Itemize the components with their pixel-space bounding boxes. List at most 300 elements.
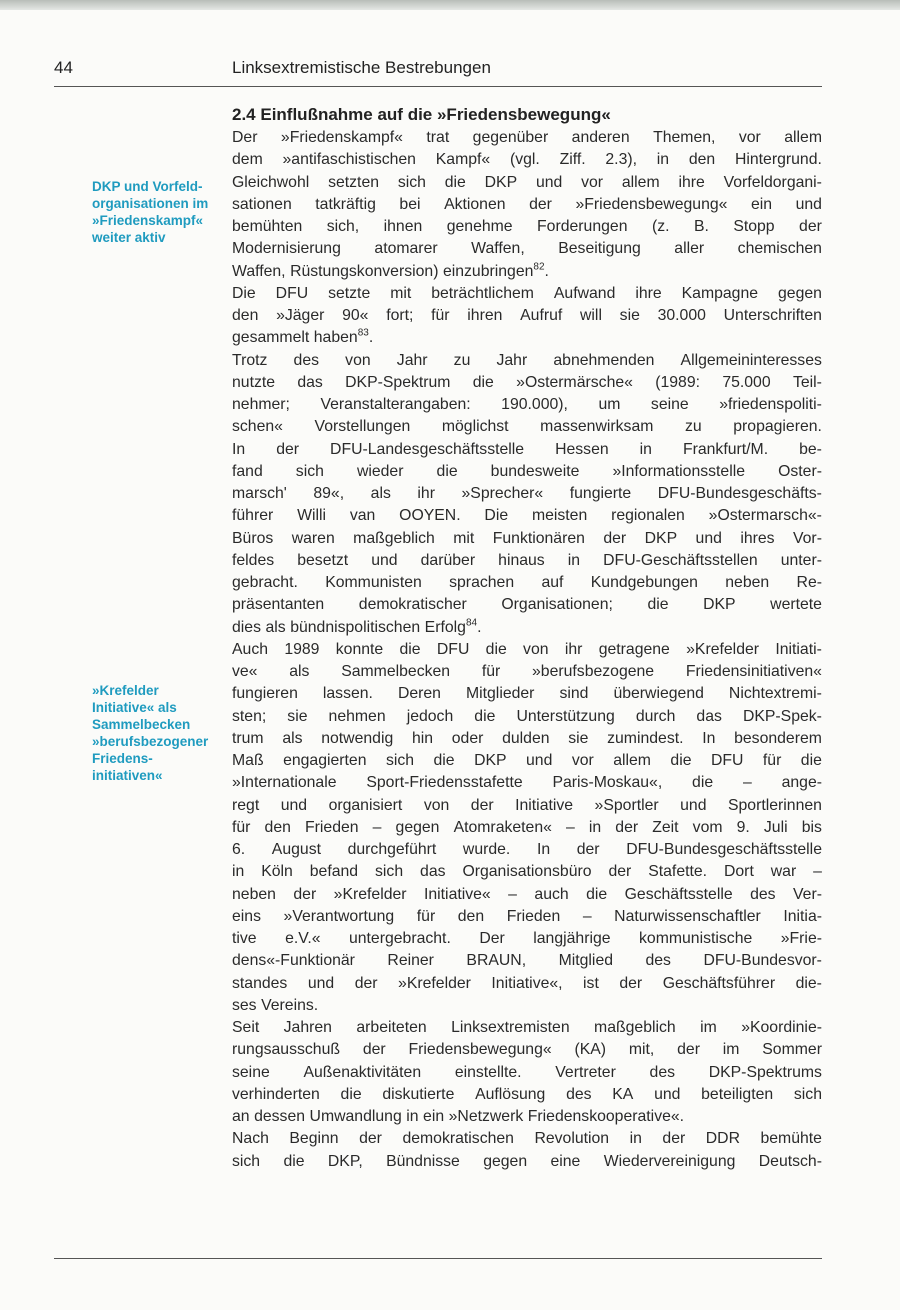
word: führer [232,507,274,525]
word: vor [571,752,594,769]
word: der [470,796,494,814]
word: Rüstungskonversion) [290,262,439,280]
word: Deren [397,685,441,703]
word: Dort [723,863,754,881]
word: in [639,440,652,458]
word: wertete [770,596,822,614]
word: von [523,640,549,658]
word: DFU-Landesgeschäftsstelle [330,440,525,458]
word: untergebracht. [348,930,451,947]
word: die [283,1152,305,1170]
word: sten; [232,707,267,725]
word: demokratischen [402,1130,514,1148]
word: einstellte. [454,1063,522,1081]
word: bei [399,195,421,213]
word: gebracht. [232,574,298,591]
word: die [586,885,608,903]
word: Aufwand [553,284,616,302]
word: konnte [335,640,384,658]
word: DKP-Spektrum [345,373,451,391]
word: seine [232,1063,270,1081]
word: ihre [635,284,662,302]
word: in [232,863,245,881]
word: und [654,1085,681,1103]
word: arbeiteten [356,1019,427,1036]
header-rule [54,86,822,87]
word: Auflösung [475,1085,546,1103]
word: der [293,885,317,903]
word: seine [650,396,689,413]
word: setzte [328,284,371,302]
text-line [232,795,822,817]
word: Stafette. [648,863,708,881]
word: Trotz [232,351,268,369]
word: »Sprecher« [461,485,544,502]
word: standes [232,974,288,992]
word: Kampagne [681,284,759,302]
word: ses [232,996,257,1014]
word: besetzt [297,551,349,569]
word: sich [375,863,404,881]
word: als [265,618,286,636]
footnote-ref: 82 [533,261,545,273]
text-line [232,594,822,616]
word: der [576,841,600,858]
word: nehmen [328,707,386,725]
word: Organisationen; [501,596,613,614]
text-line [232,1039,822,1061]
text-line [232,1017,822,1039]
word: DFU [275,284,309,302]
word: den [457,907,485,925]
word: B. [693,218,709,235]
word: der [619,974,643,992]
text-line [232,950,822,972]
word: der [615,818,639,836]
text-line [232,483,822,505]
word: dens«-Funktionär [232,952,355,970]
word: besonderem [734,729,822,747]
word: KA [612,1085,634,1103]
punctuation: . [477,618,482,636]
word: (KA) [574,1041,607,1059]
word: mit [390,284,412,302]
word: oder [451,729,484,747]
word: den [232,307,259,324]
word: abnehmenden [553,351,655,369]
word: 75.000 [722,373,771,391]
word: 6. [232,841,246,858]
word: Frieden [304,818,359,836]
word: – [813,863,822,881]
word: ist [583,974,599,992]
word: vom [692,818,723,836]
word: ihr [417,485,435,502]
margin-note-line: initiativen« [92,768,163,783]
word: Vereins. [261,996,319,1014]
word: Jahren [283,1019,332,1036]
word: des [293,351,320,369]
word: sie [619,307,640,324]
word: Frankfurt/M. [682,440,769,458]
word: propagieren. [733,418,822,436]
word: wurde. [462,841,511,858]
word: – [742,774,752,792]
word: gegenüber [472,129,549,146]
word: Juli [763,818,788,836]
text-line [232,372,822,394]
text-line [232,973,822,995]
word: bündnispolitischen [290,618,421,636]
word: hinaus [498,551,545,569]
word: Frieden [506,907,561,925]
text-line [232,572,822,594]
word: Maß [232,752,264,769]
word: auf [541,574,564,591]
footnote-ref: 84 [465,617,478,629]
word: überwiegend [613,685,704,703]
word: bundesweite [490,462,580,480]
word: »Ostermärsche« [516,373,633,391]
text-line [232,550,822,572]
word: neben [725,574,770,591]
word: die- [795,974,822,992]
word: Paris-Moskau«, [552,774,663,792]
word: und [535,173,563,191]
word: (1989: [655,373,701,391]
text-line [232,350,822,372]
word: organisiert [328,796,403,814]
word: Der [232,129,258,146]
word: e.V.« [285,930,321,947]
word: und [695,529,722,547]
word: »antifaschistischen [282,151,416,169]
word: ihr [564,640,583,658]
word: Beginn [289,1130,339,1148]
word: befand [309,863,359,881]
word: der [662,1130,686,1148]
word: 9. [736,818,750,836]
word: Nichtextremi- [728,685,822,703]
word: die [340,1085,362,1103]
word: Bündnisse [386,1152,460,1170]
word: gegen [395,818,440,836]
word: Sportlerinnen [727,796,822,814]
word: feldes [232,551,275,569]
word: eine [550,1152,581,1170]
word: vor [738,129,761,146]
word: regt [232,796,260,814]
word: das [696,707,722,725]
word: ein [750,195,773,213]
margin-note-line: »Friedenskampf« [92,213,204,228]
word: Modernisierung [232,240,341,258]
word: Kampf« [435,151,491,169]
word: der [276,440,300,458]
text-line [232,149,822,171]
word: allem [621,173,660,191]
word: Mitglied [558,952,614,970]
word: 2.3), [605,151,637,169]
word: Stopp [733,218,775,235]
text-line [232,839,822,861]
word: »Informationsstelle [612,462,746,480]
word: des [566,1085,592,1103]
word: in [567,551,581,569]
word: und [526,752,553,769]
word: »friedenspoliti- [719,396,822,413]
word: In [536,841,551,858]
punctuation: . [368,329,374,347]
text-line [232,327,822,349]
text-line [232,505,822,527]
word: Initiative« [423,885,491,903]
word: Büros [232,529,274,547]
word: in [656,151,670,169]
word: der [799,218,822,235]
word: DKP [644,529,678,547]
text-line [232,439,822,461]
word: die [436,462,458,480]
word: aller [674,240,705,258]
text-line [232,728,822,750]
word: nutzte [232,373,276,391]
word: DFU [436,640,470,658]
word: sich [397,173,426,191]
word: den [688,151,716,169]
word: Friedenskooperative«. [527,1108,685,1125]
word: lassen. [322,685,373,703]
scan-top-band [0,0,900,10]
word: für [481,663,501,680]
word: die [444,173,466,191]
word: der [354,974,378,992]
word: »Krefelder [686,640,760,658]
word: als [370,485,391,502]
word: hin [411,729,434,747]
text-line [232,817,822,839]
word: DKP [703,596,736,614]
word: nehmer; [232,396,290,413]
word: DKP-Spektrums [708,1063,822,1081]
word: ihnen [383,218,423,235]
word: Die [484,507,509,525]
word: fort; [386,307,414,324]
word: DDR [705,1130,740,1148]
word: setzten [328,173,380,191]
word: der [677,1041,700,1059]
word: für [232,818,251,836]
word: im [700,1019,717,1036]
margin-note-line: weiter aktiv [92,230,166,245]
word: fungierte [569,485,632,502]
word: kommunistische [639,930,753,947]
word: Zeit [652,818,679,836]
word: präsentanten [232,596,325,614]
word: gegen [483,1152,528,1170]
word: 1989 [284,640,320,658]
word: für [431,307,450,324]
word: langjährige [533,930,611,947]
word: (vgl. [509,151,540,169]
word: Initiative [515,796,574,814]
word: Jahr [396,351,428,369]
word: Sommer [762,1041,822,1059]
word: die [800,752,822,769]
word: Initiati- [775,640,822,658]
margin-note-line: Friedens- [92,751,153,766]
word: Re- [796,574,822,591]
word: regionalen [611,507,685,525]
text-line [232,528,822,550]
word: Naturwissenschaftler [614,907,761,925]
text-line [232,772,822,794]
word: vor [581,173,604,191]
word: Vorfeldorgani- [723,173,822,191]
word: tatkräftig [315,195,376,213]
word: Außenaktivitäten [303,1063,422,1081]
text-line [232,639,822,661]
text-line [232,884,822,906]
word: und [795,195,822,213]
word: Nach [232,1130,269,1148]
word: Hintergrund. [734,151,822,169]
text-line [232,194,822,216]
word: in [588,818,602,836]
word: von [423,796,450,814]
word: maßgeblich [353,529,435,547]
word: van [349,507,376,525]
word: Gleichwohl [232,173,310,191]
text-line [232,394,822,416]
text-line [232,416,822,438]
word: Vorstellungen [314,418,411,436]
word: »Internationale [232,774,337,792]
word: OOYEN. [399,507,461,525]
word: wieder [356,462,404,480]
word: »Krefelder [333,885,407,903]
word: jedoch [406,707,454,725]
word: DKP [484,173,518,191]
word: will [580,307,602,324]
word: mit [453,529,475,547]
word: Ver- [793,885,822,903]
word: neben [232,885,276,903]
word: »Jäger [276,307,325,324]
word: war [770,863,797,881]
word: verhinderten [232,1085,320,1103]
word: durchgeführt [347,841,437,858]
word: – [508,885,517,903]
word: Die [232,284,256,302]
word: gesammelt [232,329,310,347]
word: 89«, [313,485,345,502]
text-line [232,706,822,728]
word: sie [568,729,589,747]
word: Der [479,930,505,947]
word: »Frie- [780,930,822,947]
margin-note-line: DKP und Vorfeld- [92,179,203,194]
word: Unterschriften [723,307,822,324]
word: – [582,907,592,925]
word: und [307,974,335,992]
footer-rule [54,1258,822,1259]
word: Waffen, [471,240,525,258]
text-line [232,1128,822,1150]
word: zu [453,351,471,369]
word: (z. [651,218,670,235]
word: Jahr [496,351,528,369]
word: DFU-Bundesgeschäftsstelle [626,841,822,858]
word: an [232,1108,250,1125]
text-line [232,1062,822,1084]
word: im [722,1041,740,1059]
word: »Friedenskampf« [280,129,403,146]
word: Deutsch- [758,1152,822,1170]
word: bemühte [760,1130,822,1148]
word: Sammelbecken [341,663,451,680]
word: Geschäftsführer [662,974,776,992]
word: Willi [297,507,327,525]
main-text-column [232,103,822,1173]
word: Funktionären [492,529,585,547]
word: Erfolg$^{84}$. [425,617,482,639]
word: mit, [628,1041,655,1059]
word: die [474,707,496,725]
word: trum [232,729,264,747]
word: sationen [232,195,292,213]
text-line [232,661,822,683]
word: der [529,195,552,213]
word: gegen [778,284,822,302]
word: DFU-Geschäftsstellen [603,551,758,569]
word: Umwandlung [309,1108,402,1125]
word: ve« [232,663,258,680]
word: und [680,796,707,814]
word: beträchtlichem [431,284,534,302]
word: BRAUN, [466,952,527,970]
word: DKP [474,752,507,769]
word: DKP, [327,1152,363,1170]
word: waren [291,529,335,547]
word: chemischen [737,240,822,258]
word: fand [232,462,263,480]
word: die [692,774,714,792]
word: Teil- [792,373,822,391]
page-number: 44 [54,58,73,77]
word: sie [287,707,308,725]
word: allem [613,752,651,769]
word: maßgeblich [594,1019,676,1036]
text-line [232,283,822,305]
text-line [232,127,822,149]
word: in [629,1130,642,1148]
word: in [406,1108,419,1125]
word: und [371,551,398,569]
word: unter- [780,551,822,569]
word: Kundgebungen [590,574,698,591]
word: »Sportler [594,796,659,814]
word: und [280,796,308,814]
word: des [645,952,671,970]
word: Friedensinitiativen« [685,663,822,680]
word: einzubringen$^{82}$. [443,261,549,283]
margin-note-krefelder [92,682,232,784]
text-line [232,238,822,260]
word: als [289,663,310,680]
word: allem [784,129,822,146]
word: Allgemeininteresses [680,351,822,369]
